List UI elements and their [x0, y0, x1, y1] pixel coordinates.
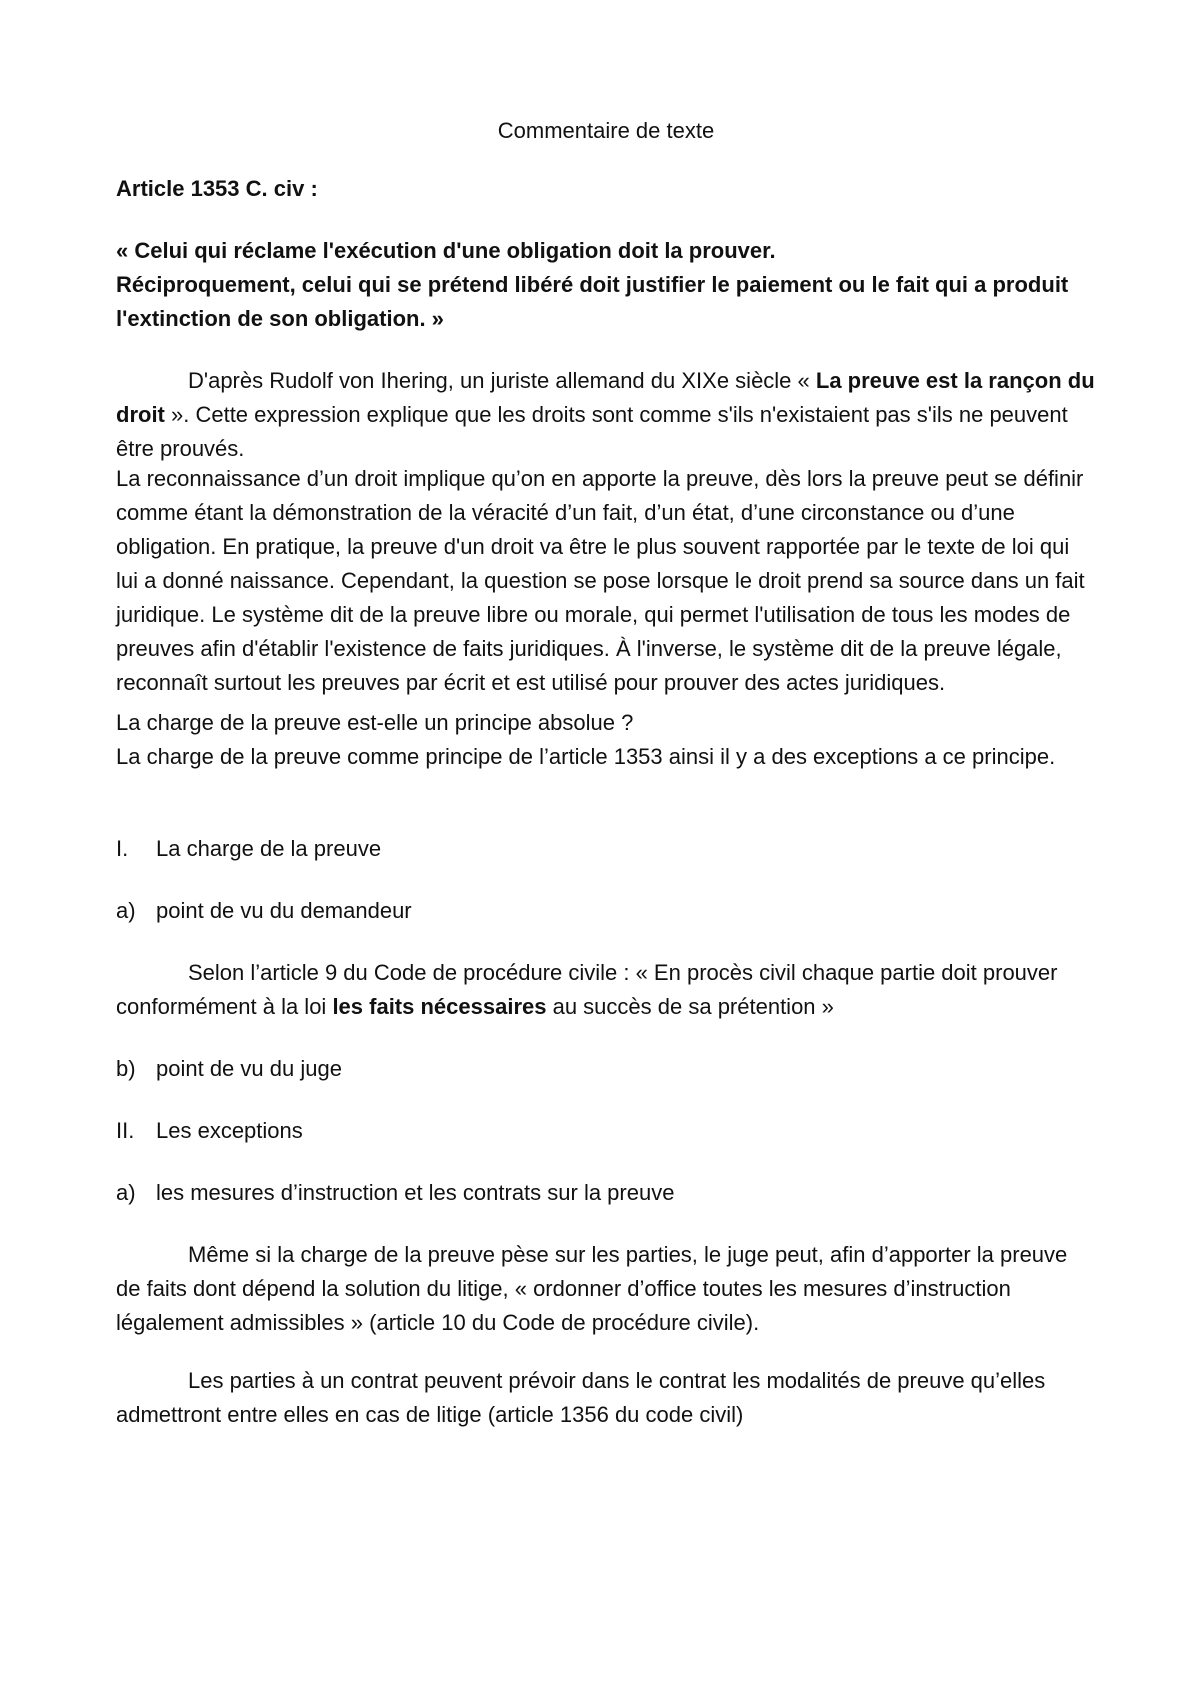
section-1a-paragraph	[116, 956, 1096, 1024]
article-heading: Article 1353 C. civ :	[116, 176, 318, 201]
section-1a-text-post: au succès de sa prétention »	[546, 994, 834, 1019]
document-title: Commentaire de texte	[497, 118, 715, 143]
section-1a-text-bold: les faits nécessaires	[332, 994, 547, 1019]
section-1a-heading	[116, 894, 412, 928]
section-2a-heading	[116, 1176, 674, 1210]
section-1b-heading	[116, 1052, 342, 1086]
section-1b-marker: b)	[116, 1056, 136, 1081]
section-2-marker: II.	[116, 1118, 135, 1143]
section-2a-title: les mesures d’instruction et les contrats sur la preuve	[156, 1180, 675, 1205]
section-2a-paragraph-2: Les parties à un contrat peuvent prévoir dans le contrat les modalités de preuve qu’elles admettront entre elles en cas de litige (article 1356 du code civil)	[116, 1368, 1046, 1427]
intro-question: La charge de la preuve est-elle un principe absolue ?	[116, 710, 634, 735]
intro-p1-post: ». Cette expression explique que les droits sont comme s'ils n'existaient pas s'ils ne peuvent être prouvés.	[116, 402, 1068, 461]
intro-paragraph-1	[116, 364, 1096, 466]
article-quote: « Celui qui réclame l'exécution d'une obligation doit la prouver. Réciproquement, celui qui se prétend libéré doit justifier le paiement ou le fait qui a produit l'extinction de son obligation. »	[116, 238, 1069, 331]
intro-paragraph-4: La charge de la preuve comme principe de l’article 1353 ainsi il y a des exceptions a ce principe.	[116, 744, 1056, 769]
section-2-title: Les exceptions	[156, 1118, 303, 1143]
intro-paragraph-2: La reconnaissance d’un droit implique qu’on en apporte la preuve, dès lors la preuve peut se définir comme étant la démonstration de la véracité d’un fait, d’un état, d’une circonstance ou d’une obligation. En pratique, la preuve d'un droit va être le plus souvent rapportée par le texte de loi qui lui a donné naissance. Cependant, la question se pose lorsque le droit prend sa source dans un fait juridique. Le système dit de la preuve libre ou morale, qui permet l'utilisation de tous les modes de preuves afin d'établir l'existence de faits juridiques. À l'inverse, le système dit de la preuve légale, reconnaît surtout les preuves par écrit et est utilisé pour prouver des actes juridiques.	[116, 466, 1085, 695]
section-1a-marker: a)	[116, 898, 136, 923]
section-1a-text-pre: Selon l’article 9 du Code de procédure civile : « En procès civil chaque partie doit prouver conformément à la loi	[116, 960, 1058, 1019]
section-1-title: La charge de la preuve	[156, 836, 382, 861]
section-2a-paragraph-1: Même si la charge de la preuve pèse sur les parties, le juge peut, afin d’apporter la preuve de faits dont dépend la solution du litige, « ordonner d’office toutes les mesures d’instruction légalement admissibles » (article 10 du Code de procédure civile).	[116, 1242, 1068, 1335]
section-1a-title: point de vu du demandeur	[156, 898, 412, 923]
intro-p1-bold-quote: La preuve est la rançon du droit	[116, 368, 1095, 427]
section-2a-marker: a)	[116, 1180, 136, 1205]
intro-p1-pre: D'après Rudolf von Ihering, un juriste allemand du XIXe siècle «	[188, 368, 816, 393]
section-1-marker: I.	[116, 836, 129, 861]
section-1-heading	[116, 832, 381, 866]
section-1b-title: point de vu du juge	[156, 1056, 342, 1081]
section-2-heading	[116, 1114, 303, 1148]
